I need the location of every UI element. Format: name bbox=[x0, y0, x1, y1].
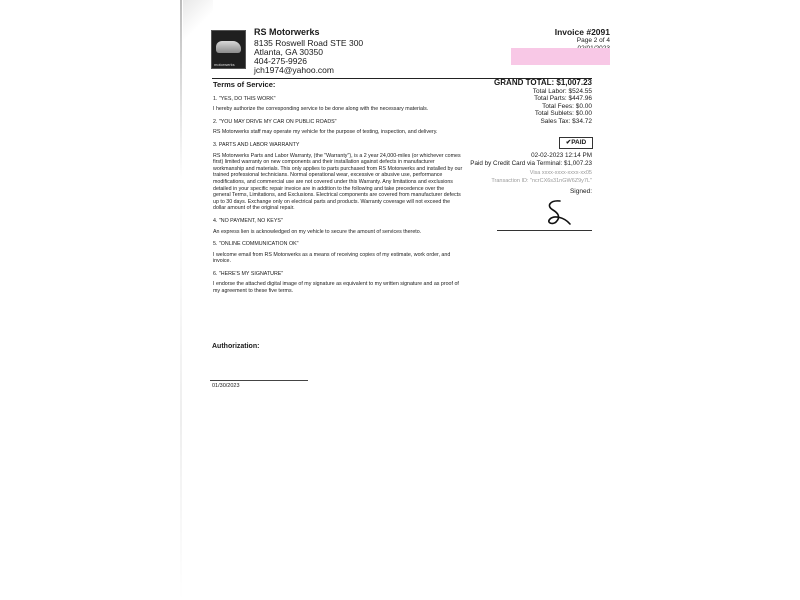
term-text: An express lien is acknowledged on my vehicle to secure the amount of services thereto. bbox=[213, 228, 422, 235]
totals-block bbox=[494, 79, 592, 126]
page-fold bbox=[183, 0, 213, 40]
terms-heading: Terms of Service: bbox=[213, 80, 276, 89]
term-title: 4. "NO PAYMENT, NO KEYS" bbox=[213, 217, 283, 224]
shop-info bbox=[254, 28, 363, 75]
terms-of-service bbox=[213, 82, 463, 301]
shop-phone: 404-275-9926 bbox=[254, 56, 307, 66]
invoice-page: Page 2 of 4 bbox=[576, 37, 610, 44]
card-number: Visa xxxx-xxxx-xxxx-xx05 bbox=[529, 169, 592, 176]
term-text: RS Motorwerks Parts and Labor Warranty, (the "Warranty"), is a 2 year 24,000-miles (or whichever comes first) limited warranty on new components and their installation against defects in manufacturer workmanship and materials. This only applies to parts purchased from RS Motorwerks and installed by our trained professional technicians. Normal operational wear, excessive or abusive use, performance modifications, and commercial use are not covered under this Warranty. Any limitations and exclusions detailed in your specific repair invoice are in addition to the following and take precedence over the general Terms, Limitations, and Exclusions. Electrical components are covered from manufacturer defects up to 30 days. Exchange only on electrical parts and products. Warranty coverage will not exceed the dollar amount of the original repair. bbox=[213, 152, 463, 212]
term-title: 6. "HERE'S MY SIGNATURE" bbox=[213, 270, 284, 277]
total-fees: Total Fees: $0.00 bbox=[542, 102, 592, 110]
check-icon: ✔ bbox=[565, 139, 572, 146]
sales-tax: Sales Tax: $34.72 bbox=[540, 117, 592, 125]
term-text: I endorse the attached digital image of my signature as equivalent to my written signature and as proof of my agreement to these five terms. bbox=[213, 281, 459, 295]
total-parts: Total Parts: $447.96 bbox=[534, 95, 592, 103]
authorization-label: Authorization: bbox=[212, 343, 260, 350]
signed-label: Signed: bbox=[569, 188, 592, 195]
term-text: I welcome email from RS Motorwerks as a means of receiving copies of my estimate, work order, and invoice. bbox=[213, 251, 451, 265]
shop-logo bbox=[211, 30, 246, 69]
authorization-date: 01/30/2023 bbox=[212, 383, 240, 389]
grand-total: GRAND TOTAL: $1,007.23 bbox=[494, 78, 592, 87]
paid-badge bbox=[559, 137, 593, 149]
term-title: 2. "YOU MAY DRIVE MY CAR ON PUBLIC ROADS" bbox=[213, 118, 337, 125]
paid-label: PAID bbox=[571, 139, 587, 146]
logo-text: motorwerks bbox=[214, 62, 235, 67]
shop-address-1: 8135 Roswell Road STE 300 bbox=[254, 38, 364, 48]
shop-email: jch1974@yahoo.com bbox=[254, 65, 334, 75]
term-text: I hereby authorize the corresponding service to be done along with the necessary materials. bbox=[213, 106, 429, 113]
total-labor: Total Labor: $524.55 bbox=[532, 87, 592, 95]
shop-address-2: Atlanta, GA 30350 bbox=[254, 47, 323, 57]
highlight-mark bbox=[511, 48, 610, 65]
term-text: RS Motorwerks staff may operate my vehicle for the purpose of testing, inspection, and delivery. bbox=[213, 129, 438, 136]
term-title: 1. "YES, DO THIS WORK" bbox=[213, 95, 276, 102]
payment-method: Paid by Credit Card via Terminal: $1,007.23 bbox=[470, 160, 592, 168]
signature-line bbox=[497, 230, 592, 231]
term-title: 5. "ONLINE COMMUNICATION OK" bbox=[213, 241, 299, 248]
term-title: 3. PARTS AND LABOR WARRANTY bbox=[213, 141, 300, 148]
invoice-number: Invoice #2091 bbox=[554, 27, 610, 37]
transaction-id: Transaction ID: "ncrCX6s31nGW6Z9y7L" bbox=[491, 177, 592, 184]
signature-image bbox=[540, 198, 574, 228]
payment-info bbox=[470, 152, 592, 185]
authorization-line bbox=[210, 380, 308, 381]
scan-edge bbox=[180, 0, 182, 600]
total-sublets: Total Sublets: $0.00 bbox=[534, 110, 592, 118]
car-icon bbox=[216, 41, 241, 53]
shop-name: RS Motorwerks bbox=[254, 27, 320, 37]
payment-datetime: 02-02-2023 12:14 PM bbox=[531, 152, 592, 159]
